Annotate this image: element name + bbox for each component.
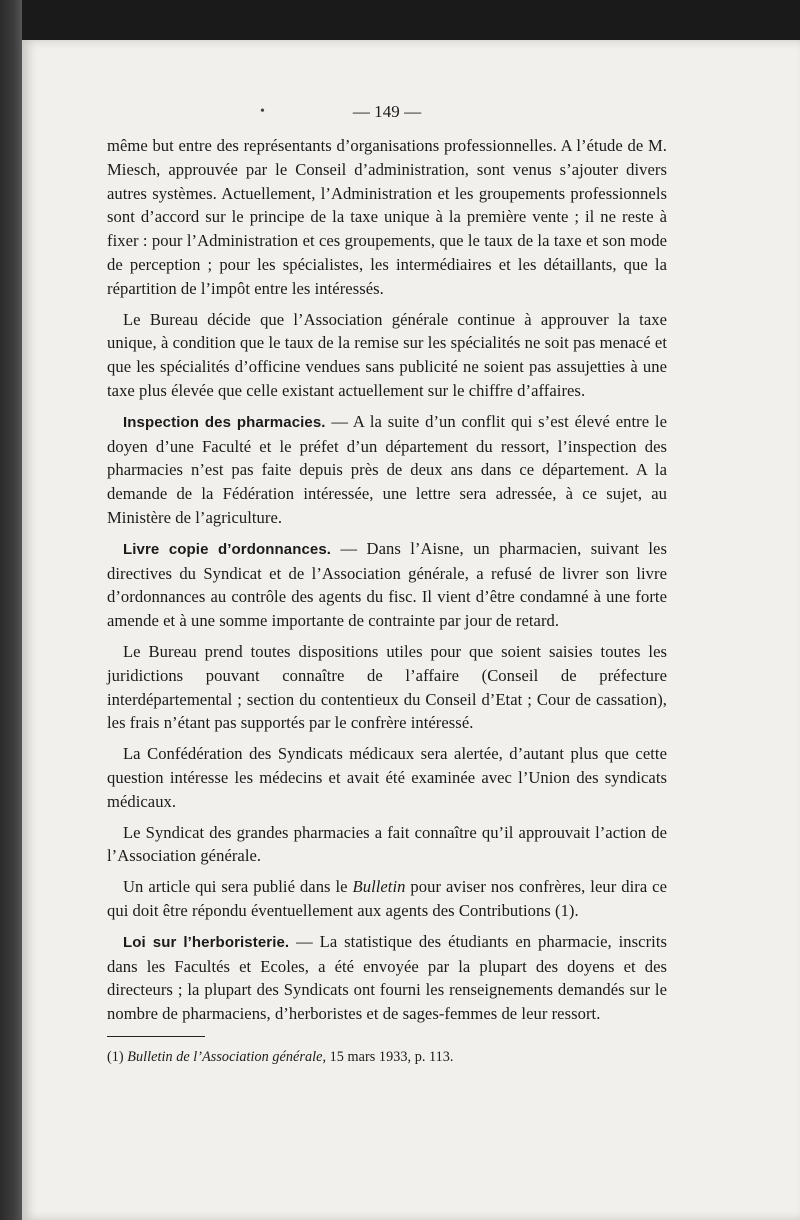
footnote bbox=[107, 1047, 667, 1067]
scan-edge bbox=[0, 0, 22, 1220]
paragraph-confederation: La Confédération des Syndicats médicaux sera alertée, d’autant plus que cette question intéresse les médecins et avait été examinée avec l’Union des syndicats médicaux. bbox=[107, 744, 667, 811]
footnote-source: Bulletin de l’Association générale, bbox=[127, 1048, 327, 1065]
heading-herboristerie: Loi sur l’herboristerie. bbox=[123, 933, 290, 951]
text-inspection: — A la suite d’un conflit qui s’est élevé entre le doyen d’une Faculté et le préfet d’un département du ressort, l’inspection des pharmacies n’est pas faite depuis près de deux ans dans ce département. A la demande de la Fédération intéressée, une lettre sera adressée, à ce sujet, au Ministère de l’agriculture. bbox=[107, 411, 667, 527]
paragraph-taxe-continued: même but entre des représentants d’organisations professionnelles. A l’étude de M. Miesch, approuvée par le Conseil d’administration, sont venus s’ajouter divers autres systèmes. Actuellement, l’Administration et les groupements professionnels sont d’accord sur le principe de la taxe unique à la première vente ; il ne reste à fixer : pour l’Administration et ces groupements, que le taux de la taxe et son mode de perception ; pour les spécialistes, les intermédiaires et les détaillants, que la répartition de l’impôt entre les intéressés. bbox=[107, 136, 667, 298]
paragraph-bureau-taxe: Le Bureau décide que l’Association générale continue à approuver la taxe unique, à condition que le taux de la remise sur les spécialités ne soit pas menacé et que les spécialités d’officine vendues sans publicité ne soient pas assujetties à une taxe plus élevée que celle existant actuellement sur le chiffre d’affaires. bbox=[107, 309, 667, 400]
heading-inspection: Inspection des pharmacies. bbox=[123, 413, 326, 431]
text-article-post: pour aviser nos confrères, leur dira ce qui doit être répondu éventuellement aux agents des Contributions (1). bbox=[107, 877, 668, 920]
page-content bbox=[107, 100, 667, 1067]
section-livre-copie bbox=[107, 537, 667, 633]
text-article-pre: Un article qui sera publié dans le bbox=[123, 877, 353, 897]
paragraph-bureau-dispositions: Le Bureau prend toutes dispositions utiles pour que soient saisies toutes les juridictions pouvant connaître de l’affaire (Conseil de préfecture interdépartemental ; section du contentieux du Conseil d’Etat ; Cour de cassation), les frais n’étant pas supportés par le confrère intéressé. bbox=[107, 641, 667, 733]
text-livre-copie: — Dans l’Aisne, un pharmacien, suivant les directives du Syndicat et de l’Association générale, a refusé de livrer son livre d’ordonnances au contrôle des agents du fisc. Il vient d’être condamné à une forte amende et à une somme importante de contrainte par jour de retard. bbox=[107, 538, 667, 631]
footnote-divider bbox=[107, 1036, 205, 1037]
section-herboristerie bbox=[107, 930, 667, 1026]
paragraph-article-bulletin bbox=[107, 875, 667, 923]
section-inspection bbox=[107, 410, 667, 530]
header-dot: • bbox=[260, 104, 265, 119]
text-bulletin-italic: Bulletin bbox=[352, 877, 406, 897]
text-herboristerie: — La statistique des étudiants en pharmacie, inscrits dans les Facultés et Ecoles, a été envoyée par la plupart des doyens et des directeurs ; la plupart des Syndicats ont fourni les renseignements demandés sur le nombre de pharmaciens, d’herboristes et de sages-femmes de leur ressort. bbox=[107, 931, 667, 1024]
page-header bbox=[107, 100, 667, 124]
book-page bbox=[22, 40, 800, 1220]
footnote-date: 15 mars 1933, p. 113. bbox=[326, 1048, 454, 1065]
paragraph-syndicat-grandes: Le Syndicat des grandes pharmacies a fait connaître qu’il approuvait l’action de l’Association générale. bbox=[107, 822, 667, 866]
heading-livre-copie: Livre copie d’ordonnances. bbox=[123, 540, 332, 558]
footnote-marker: (1) bbox=[107, 1048, 128, 1065]
page-number: — 149 — bbox=[352, 102, 422, 121]
